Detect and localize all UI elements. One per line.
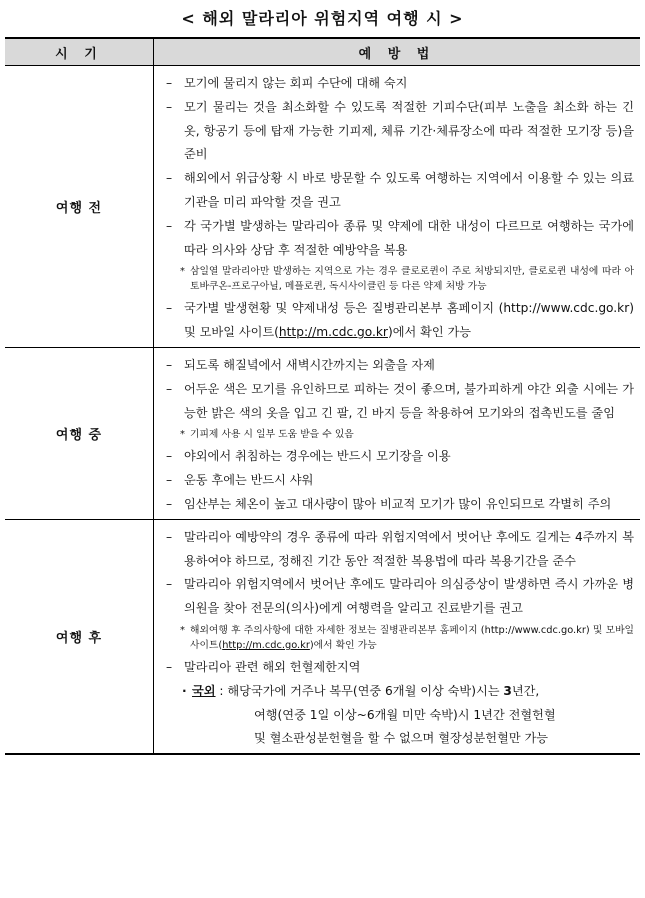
list-item: – 야외에서 취침하는 경우에는 반드시 모기장을 이용 — [166, 449, 451, 464]
list-item: – 임산부는 체온이 높고 대사량이 많아 비교적 모기가 많이 유인되므로 각별히 주의 — [166, 496, 612, 511]
methods-during — [154, 347, 641, 519]
footnote: * 해외여행 후 주의사항에 대한 자세한 정보는 질병관리본부 홈페이지 (http://www.cdc.go.kr) 및 모바일 사이트(http://m.cdc.go.kr)에서 확인 가능 — [180, 624, 634, 651]
footnote: * 삼일열 말라리아만 발생하는 지역으로 가는 경우 클로로퀸이 주로 처방되지만, 클로로퀸 내성에 따라 아토바쿠온-프로구아닐, 메플로퀸, 독시사이클린 등 다른 약제 처방 가능 — [180, 266, 634, 293]
period-label-after: 여행 후 — [5, 519, 154, 754]
section-after — [5, 519, 640, 754]
list-item: – 되도록 해질녘에서 새벽시간까지는 외출을 자제 — [166, 357, 435, 372]
mobile-site-link[interactable]: http://m.cdc.go.kr — [222, 639, 310, 651]
period-header: 시 기 — [5, 38, 154, 66]
list-item: – 각 국가별 발생하는 말라리아 종류 및 약제에 대한 내성이 다르므로 여행하는 국가에 따라 의사와 상담 후 적절한 예방약을 복용 — [166, 218, 634, 257]
page-title: < 해외 말라리아 위험지역 여행 시 > — [181, 9, 464, 28]
list-item: – 말라리아 예방약의 경우 종류에 따라 위험지역에서 벗어난 후에도 길게는 4주까지 복용하여야 하므로, 정해진 기간 동안 적절한 복용법에 따라 복용기간을 준수 — [166, 529, 634, 568]
list-item: – 해외에서 위급상황 시 바로 방문할 수 있도록 여행하는 지역에서 이용할 수 있는 의료기관을 미리 파악할 것을 권고 — [166, 171, 634, 209]
list-item: – 어두운 색은 모기를 유인하므로 피하는 것이 좋으며, 불가피하게 야간 외출 시에는 가능한 밝은 색의 옷을 입고 긴 팔, 긴 바지 등을 착용하여 모기와의 접촉빈도를 줄임 — [166, 381, 634, 420]
sub-item-overseas: · 국외 : 해당국가에 거주나 복무(연중 6개월 이상 숙박)시는 3년간, 여행(연중 1일 이상~6개월 미만 숙박)시 1년간 전혈헌혈 및 혈소판성분헌혈을 할 수 없으며 혈장성분헌혈만 가능 — [166, 680, 634, 751]
list-item: – 운동 후에는 반드시 샤워 — [166, 473, 314, 488]
list-item: – 말라리아 위험지역에서 벗어난 후에도 말라리아 의심증상이 발생하면 즉시 가까운 병의원을 찾아 전문의(의사)에게 여행력을 알리고 진료받기를 권고 — [166, 577, 634, 616]
period-label-before: 여행 전 — [5, 66, 154, 348]
methods-before — [154, 66, 641, 348]
list-item: – 모기 물리는 것을 최소화할 수 있도록 적절한 기피수단(피부 노출을 최소화 하는 긴 옷, 항공기 등에 탑재 가능한 기피제, 체류 기간·체류장소에 따라 적절한 모기장 등)을 준비 — [166, 99, 634, 162]
methods-after — [154, 519, 641, 754]
prevention-table — [5, 37, 640, 755]
section-during — [5, 347, 640, 519]
overseas-label: 국외 — [192, 683, 216, 698]
sub-item-line: 및 혈소판성분헌혈을 할 수 없으며 혈장성분헌혈만 가능 — [254, 731, 549, 746]
section-before — [5, 66, 640, 348]
method-header: 예 방 법 — [154, 38, 641, 66]
list-item: – 국가별 발생현황 및 약제내성 등은 질병관리본부 홈페이지 (http://www.cdc.go.kr) 및 모바일 사이트(http://m.cdc.go.kr)에서 확인 가능 — [166, 301, 634, 340]
footnote: * 기피제 사용 시 일부 도움 받을 수 있음 — [180, 429, 354, 441]
table-header-row — [5, 38, 640, 66]
sub-item-line: 여행(연중 1일 이상~6개월 미만 숙박)시 1년간 전혈헌혈 — [254, 707, 556, 722]
period-label-during: 여행 중 — [5, 347, 154, 519]
list-item: – 말라리아 관련 해외 헌혈제한지역 — [166, 659, 361, 674]
mobile-site-link[interactable]: http://m.cdc.go.kr — [278, 325, 388, 340]
list-item: – 모기에 물리지 않는 회피 수단에 대해 숙지 — [166, 76, 408, 90]
